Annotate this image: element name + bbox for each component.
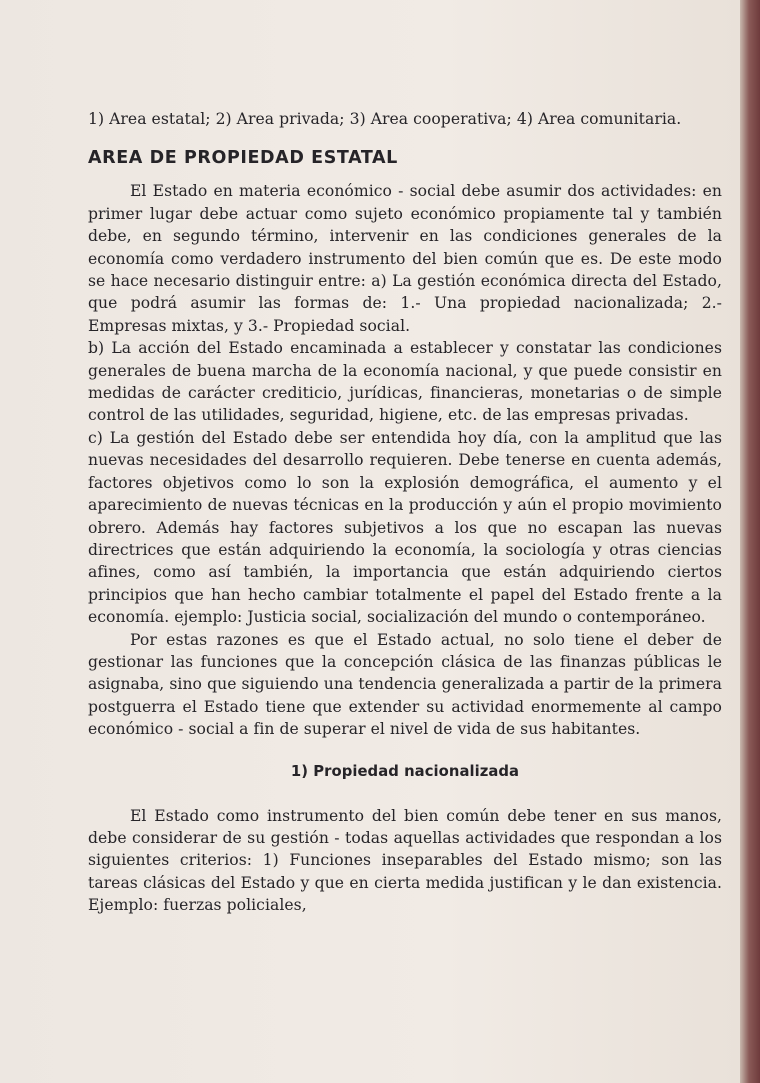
paragraph-1: El Estado en materia económico - social debe asumir dos actividades: en primer lugar debe actuar como sujeto económico propiamente tal y también debe, en segundo término, intervenir en las condiciones generales de la economía como verdadero instrumento del bien común que es. De este modo se hace necesario distinguir entre: a) La gestión económica directa del Estado, que podrá asumir las formas de: 1.- Una propiedad nacionalizada; 2.- Empresas mixtas, y 3.- Propiedad social. (88, 182, 722, 335)
subsection-heading: 1) Propiedad nacionalizada (290, 762, 520, 780)
paragraph-3: c) La gestión del Estado debe ser entendida hoy día, con la amplitud que las nuevas necesidades del desarrollo requieren. Debe tenerse en cuenta además, factores objetivos como lo son la explosión demográfica, el aumento y el aparecimiento de nuevas técnicas en la producción y aún el propio movimiento obrero. Además hay factores subjetivos a los que no escapan las nuevas directrices que están adquiriendo la economía, la sociología y otras ciencias afines, como así también, la importancia que están adquiriendo ciertos principios que han hecho cambiar totalmente el papel del Estado frente a la economía. ejemplo: Justicia social, socialización del mundo o contemporáneo. (88, 428, 722, 627)
book-spine-edge (740, 0, 760, 1083)
intro-paragraph: 1) Area estatal; 2) Area privada; 3) Area cooperativa; 4) Area comunitaria. (88, 110, 682, 128)
section-heading: AREA DE PROPIEDAD ESTATAL (88, 148, 398, 169)
paragraph-5: El Estado como instrumento del bien común debe tener en sus manos, debe considerar de su gestión - todas aquellas actividades que respondan a los siguientes criterios: 1) Funciones inseparables del Estado mismo; son las tareas clásicas del Estado y que en cierta medida justifican y le dan existencia. Ejemplo: fuerzas policiales, (88, 806, 722, 915)
paragraph-2: b) La acción del Estado encaminada a establecer y constatar las condiciones generales de buena marcha de la economía nacional, y que puede consistir en medidas de carácter crediticio, jurídicas, financieras, monetarias o de simple control de las utilidades, seguridad, higiene, etc. de las empresas privadas. (88, 339, 722, 425)
page-text (88, 108, 722, 917)
paragraph-4: Por estas razones es que el Estado actual, no solo tiene el deber de gestionar las funciones que la concepción clásica de las finanzas públicas le asignaba, sino que siguiendo una tendencia generalizada a partir de la primera postguerra el Estado tiene que extender su actividad enormemente al campo económico - social a fin de superar el nivel de vida de sus habitantes. (88, 630, 722, 739)
